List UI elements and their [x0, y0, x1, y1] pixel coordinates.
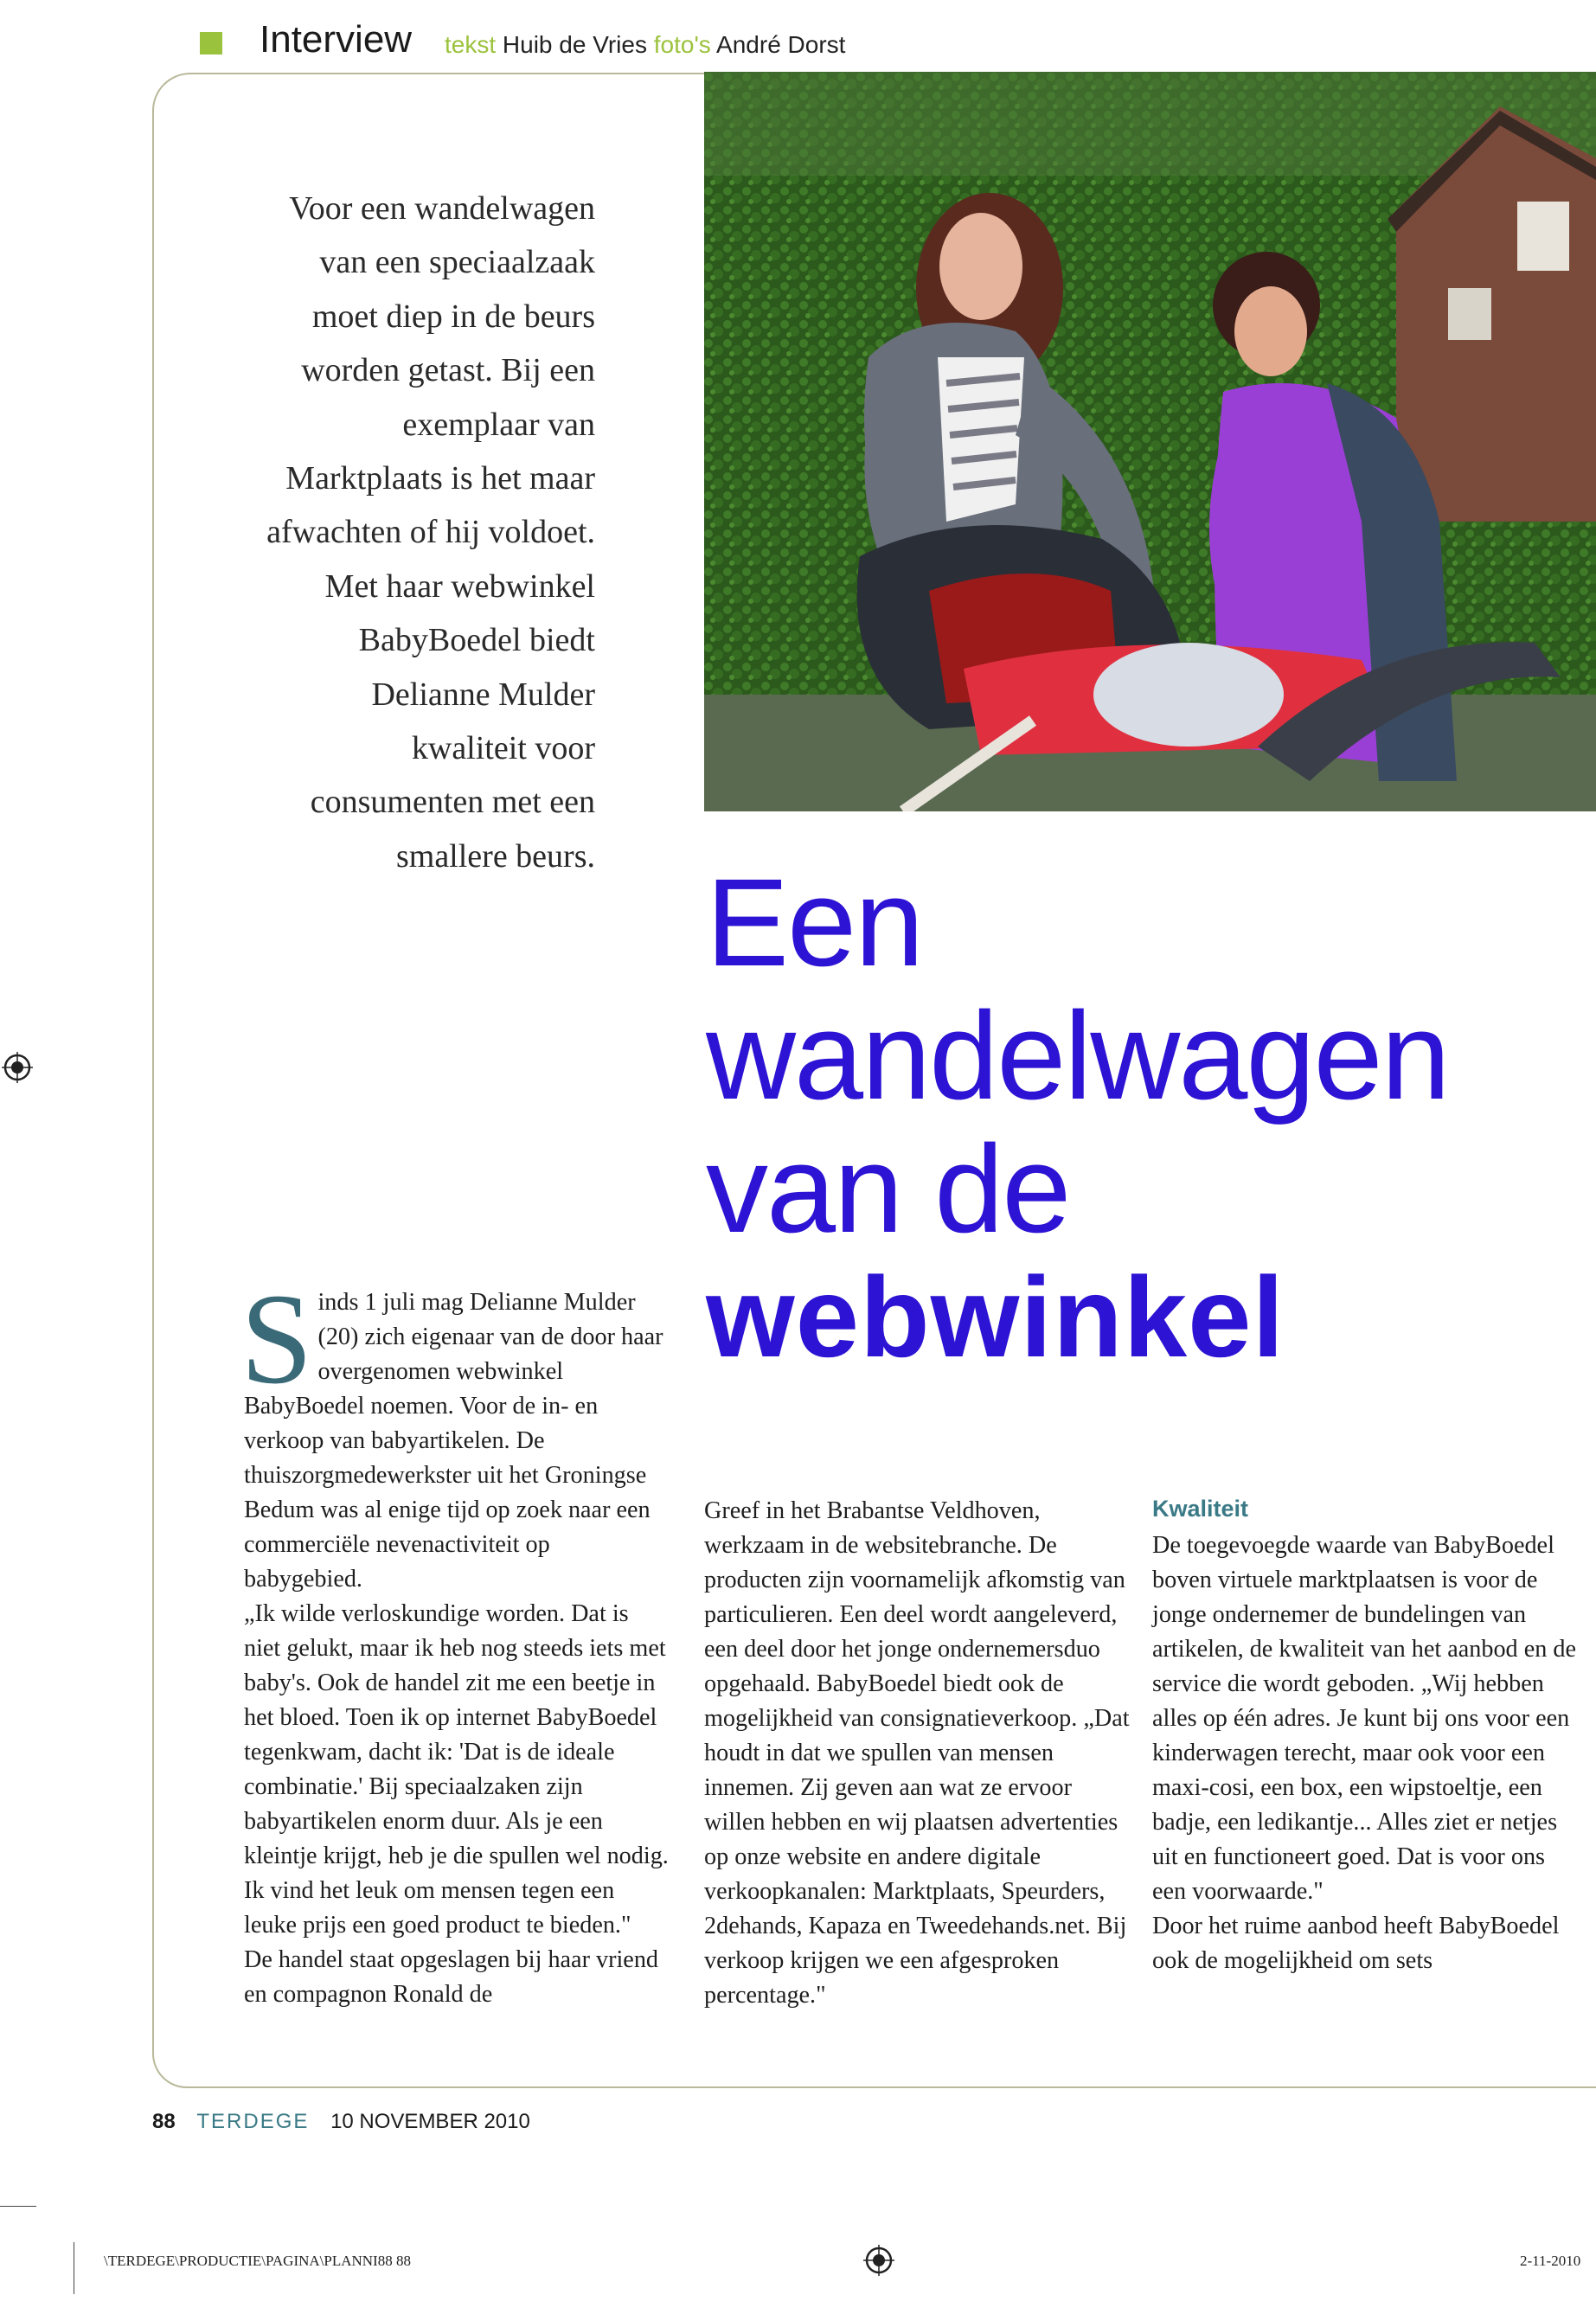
credit-photo-label: foto's: [653, 31, 711, 58]
credits-line: [445, 29, 845, 61]
article-title: [706, 853, 1588, 1381]
col1-paragraph-3: De handel staat opgeslagen bij haar vriend en compagnon Ronald de: [244, 1946, 659, 2008]
subheading-kwaliteit: Kwaliteit: [1152, 1496, 1249, 1522]
title-line-2: wandelwagen: [706, 986, 1449, 1125]
issue-date: 10 NOVEMBER 2010: [330, 2110, 530, 2133]
magazine-name: TERDEGE: [196, 2110, 310, 2133]
credit-text-label: tekst: [445, 31, 497, 58]
section-marker-square: [200, 32, 222, 54]
photographer-name: André Dorst: [716, 31, 846, 58]
col1-paragraph-1: inds 1 juli mag Delianne Mulder (20) zich eigenaar van de door haar overgenomen webwinkel BabyBoedel noemen. Voor de in- en verkoop van babyartikelen. De thuiszorgmedewerkster uit het Groningse Bedum was al enige tijd op zoek naar een commerciële nevenactiviteit op babygebied.: [244, 1289, 663, 1593]
author-name: Huib de Vries: [502, 31, 647, 58]
body-column-1: [240, 1267, 670, 2012]
col3-paragraph-2: Door het ruime aanbod heeft BabyBoedel ook de mogelijkheid om sets: [1152, 1913, 1560, 1974]
title-line-4: webwinkel: [706, 1253, 1285, 1381]
body-column-2: [704, 1494, 1133, 2013]
title-line-3: van de: [706, 1119, 1070, 1259]
print-slug-path: \TERDEGE\PRODUCTIE\PAGINA\PLANNI88 88: [104, 2253, 411, 2269]
page-number: 88: [152, 2110, 176, 2133]
registration-mark-icon: [2, 1052, 33, 1083]
section-label: Interview: [260, 18, 413, 61]
intro-lead: Voor een wandelwagen van een speciaalzaak moet diep in de beurs worden getast. Bij een exemplaar van Marktplaats is het maar afwachten of hij voldoet. Met haar webwinkel BabyBoedel biedt Delianne Mulder kwaliteit voor consumenten met een smallere beurs.: [266, 190, 595, 875]
crop-mark: [0, 2206, 36, 2207]
registration-mark-icon: [863, 2245, 894, 2276]
col3-paragraph-1: De toegevoegde waarde van BabyBoedel boven virtuele marktplaatsen is voor de jonge ondernemer de bundelingen van artikelen, de kwaliteit van het aanbod en de service die wordt geboden. „Wij hebben alles op één adres. Je kunt bij ons voor een kinderwagen terecht, maar ook voor een maxi-cosi, een box, een wipstoeltje, een badje, een ledikantje... Alles ziet er netjes uit en functioneert goed. Dat is voor ons een voorwaarde.": [1152, 1532, 1576, 1905]
col1-paragraph-2: „Ik wilde verloskundige worden. Dat is niet gelukt, maar ik heb nog steeds iets met baby's. Ook de handel zit me een beetje in het bloed. Toen ik op internet BabyBoedel tegenkwam, dacht ik: 'Dat is de ideale combinatie.' Bij speciaalzaken zijn babyartikelen enorm duur. Als je een kleintje krijgt, heb je die spullen wel nodig. Ik vind het leuk om mensen tegen een leuke prijs een goed product te bieden.": [244, 1600, 669, 1939]
drop-cap: S: [240, 1267, 313, 1411]
article-photo: [704, 72, 1596, 811]
col2-paragraph-1: Greef in het Brabantse Veldhoven, werkzaam in de websitebranche. De producten zijn voornamelijk afkomstig van particulieren. Een deel wordt aangeleverd, een deel door het jonge ondernemersduo opgehaald. BabyBoedel biedt ook de mogelijkheid van consignatieverkoop. „Dat houdt in dat we spullen van mensen innemen. Zij geven aan wat ze ervoor willen hebben en wij plaatsen advertenties op onze website en andere digitale verkoopkanalen: Marktplaats, Speurders, 2dehands, Kapaza en Tweedehands.net. Bij verkoop krijgen we een afgesproken percentage.": [704, 1497, 1130, 2009]
page-footer: [152, 2107, 530, 2137]
body-column-3: [1152, 1494, 1576, 1978]
print-slug-date: 2-11-2010: [1520, 2253, 1581, 2269]
title-line-1: Een: [706, 853, 923, 992]
